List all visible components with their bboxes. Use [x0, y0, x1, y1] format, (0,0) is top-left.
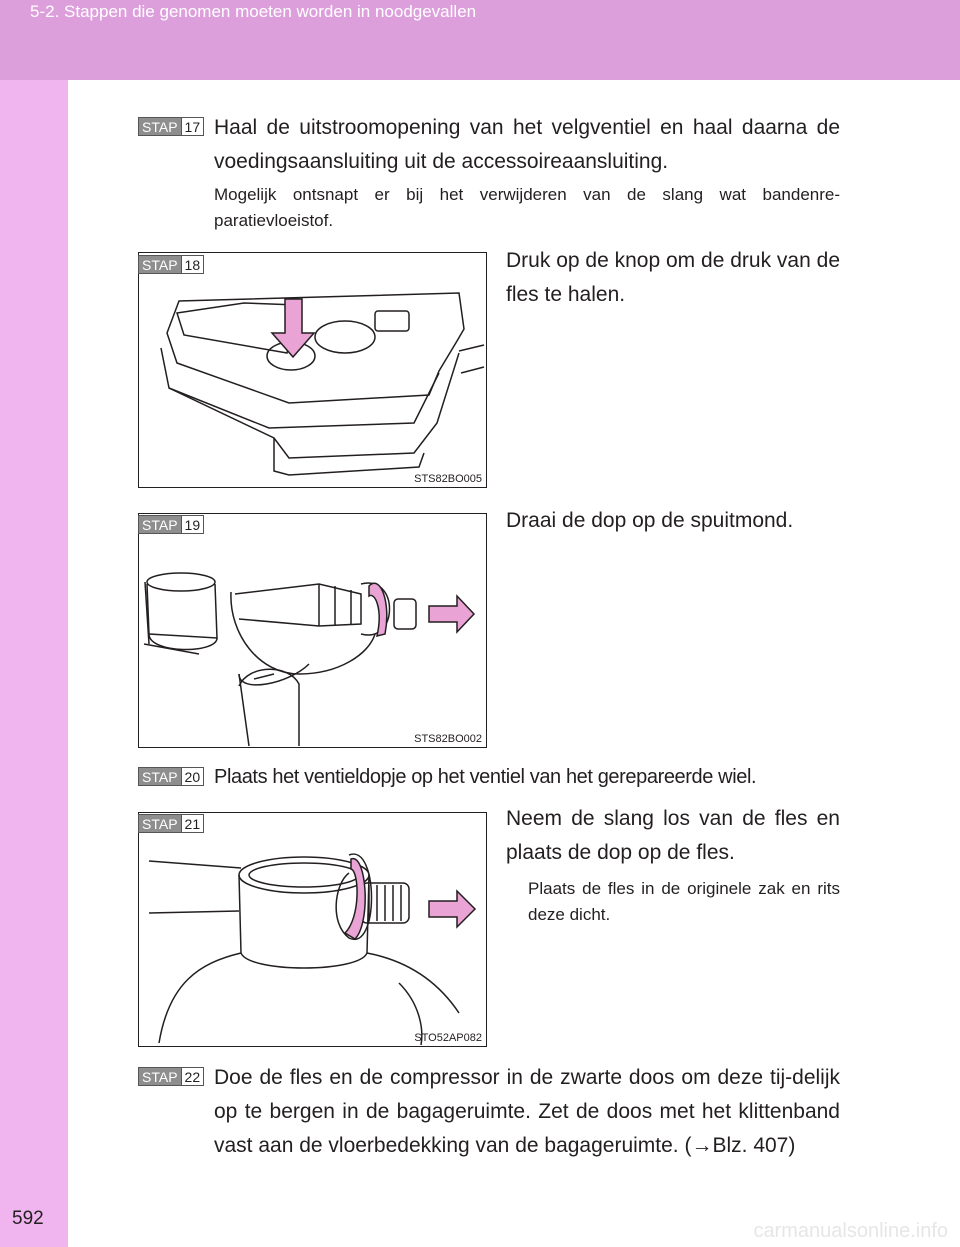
figure-compressor-button	[138, 252, 487, 488]
watermark: carmanualsonline.info	[753, 1220, 948, 1242]
step-label: STAP	[138, 255, 181, 274]
step-label: STAP	[138, 515, 181, 534]
step-number: 22	[181, 1067, 205, 1086]
step-20-text: Plaats het ventieldopje op het ventiel van het gerepareerde wiel.	[214, 766, 757, 788]
bottle-cap-illustration	[139, 813, 486, 1046]
figure-code: STS82BO002	[414, 733, 482, 745]
figure-nozzle-cap	[138, 513, 487, 748]
step-21-note: Plaats de fles in de originele zak en rits deze dicht.	[528, 879, 840, 924]
step-22-text: Doe de fles en de compressor in de zwarte doos om deze tij-delijk op te bergen in de bagageruimte. Zet de doos met het klittenband vast aan de vloerbedekking van de bagageruimte. (→Blz. 407)	[214, 1066, 840, 1157]
step-17-badge	[138, 117, 204, 136]
step-number: 20	[181, 767, 205, 786]
step-22-badge	[138, 1067, 204, 1086]
figure-code: STO52AP082	[414, 1032, 482, 1044]
step-number: 18	[181, 255, 205, 274]
step-20-badge	[138, 767, 204, 786]
section-title: 5-2. Stappen die genomen moeten worden in noodgevallen	[30, 2, 477, 21]
step-label: STAP	[138, 1067, 181, 1086]
step-17-note: Mogelijk ontsnapt er bij het verwijderen van de slang wat bandenre-paratievloeistof.	[214, 185, 840, 230]
page-header	[0, 0, 960, 80]
step-19-badge	[138, 515, 204, 534]
step-19-text: Draai de dop op de spuitmond.	[506, 509, 794, 532]
step-18-text: Druk op de knop om de druk van de fles te halen.	[506, 249, 840, 306]
step-number: 19	[181, 515, 205, 534]
side-tab-strip	[0, 80, 68, 1247]
step-label: STAP	[138, 767, 181, 786]
step-number: 21	[181, 814, 205, 833]
figure-bottle-cap	[138, 812, 487, 1047]
step-18-badge	[138, 255, 204, 274]
step-21-badge	[138, 814, 204, 833]
compressor-illustration	[139, 253, 486, 487]
figure-code: STS82BO005	[414, 473, 482, 485]
step-number: 17	[181, 117, 205, 136]
step-21-text: Neem de slang los van de fles en plaats de dop op de fles.	[506, 807, 840, 864]
page-number: 592	[12, 1208, 44, 1229]
step-label: STAP	[138, 814, 181, 833]
nozzle-cap-illustration	[139, 514, 486, 747]
step-label: STAP	[138, 117, 181, 136]
step-17-text: Haal de uitstroomopening van het velgventiel en haal daarna de voedingsaansluiting uit de accessoireaansluiting.	[214, 116, 840, 173]
